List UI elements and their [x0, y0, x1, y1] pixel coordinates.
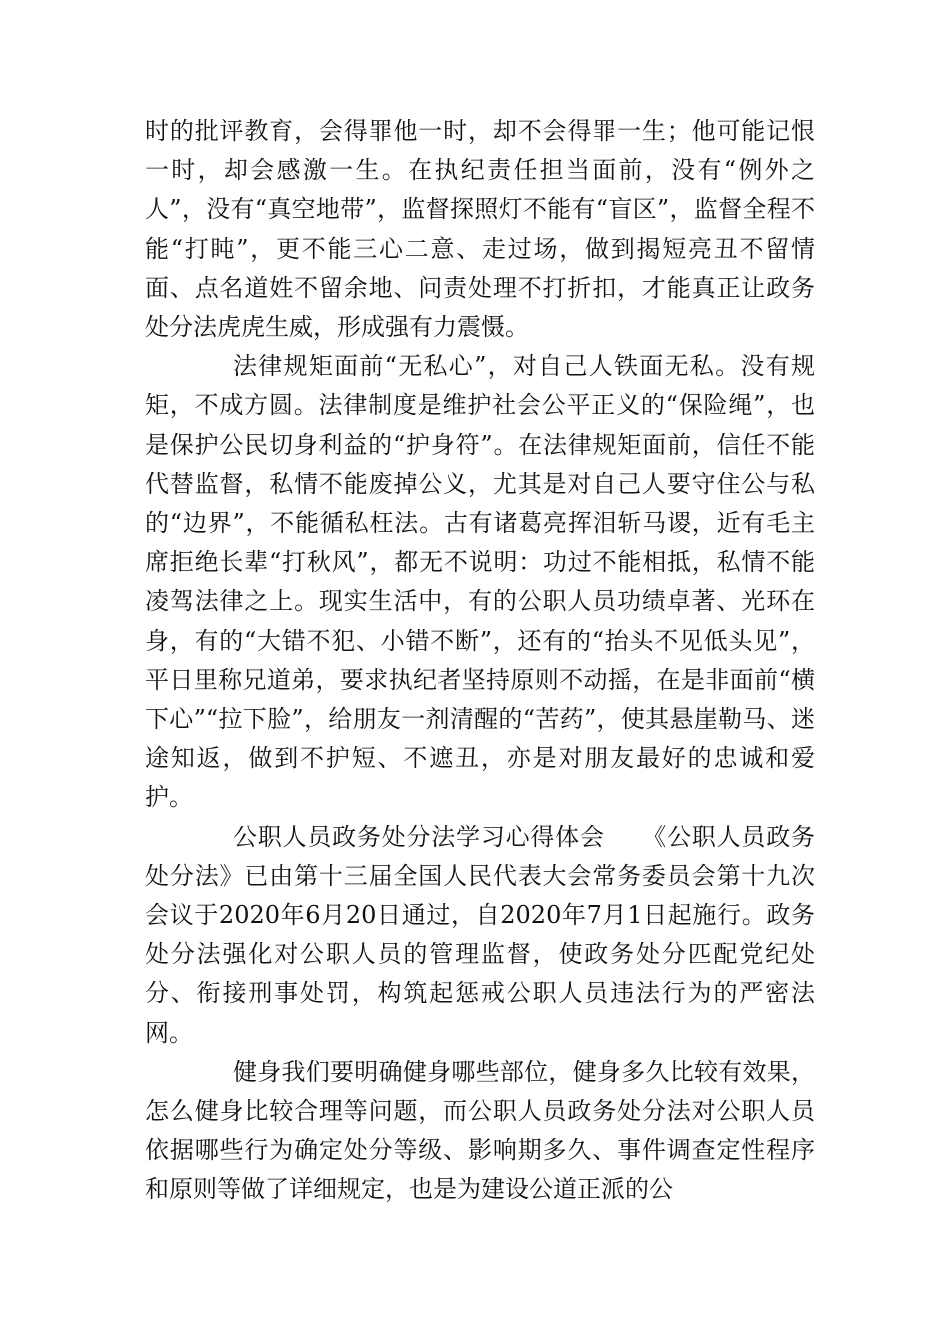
document-body — [145, 112, 815, 1210]
paragraph-4: 健身我们要明确健身哪些部位，健身多久比较有效果，怎么健身比较合理等问题，而公职人员政务处分法对公职人员依据哪些行为确定处分等级、影响期多久、事件调查定性程序和原则等做了详细规定，也是为建设公道正派的公 — [145, 1057, 815, 1204]
paragraph-3: 公职人员政务处分法学习心得体会 《公职人员政务处分法》已由第十三届全国人民代表大会常务委员会第十九次会议于2020年6月20日通过，自2020年7月1日起施行。政务处分法强化对公职人员的管理监督，使政务处分匹配党纪处分、衔接刑事处罚，构筑起惩戒公职人员违法行为的严密法网。 — [145, 822, 815, 1047]
paragraph-1: 时的批评教育，会得罪他一时，却不会得罪一生；他可能记恨一时，却会感激一生。在执纪责任担当面前，没有“例外之人”，没有“真空地带”，监督探照灯不能有“盲区”，监督全程不能“打盹”，更不能三心二意、走过场，做到揭短亮丑不留情面、点名道姓不留余地、问责处理不打折扣，才能真正让政务处分法虎虎生威，形成强有力震慑。 — [145, 117, 815, 342]
paragraph-2: 法律规矩面前“无私心”，对自己人铁面无私。没有规矩，不成方圆。法律制度是维护社会公平正义的“保险绳”，也是保护公民切身利益的“护身符”。在法律规矩面前，信任不能代替监督，私情不能废掉公义，尤其是对自己人要守住公与私的“边界”，不能循私枉法。古有诸葛亮挥泪斩马谡，近有毛主席拒绝长辈“打秋风”，都无不说明：功过不能相抵，私情不能凌驾法律之上。现实生活中，有的公职人员功绩卓著、光环在身，有的“大错不犯、小错不断”，还有的“抬头不见低头见”，平日里称兄道弟，要求执纪者坚持原则不动摇，在是非面前“横下心”“拉下脸”，给朋友一剂清醒的“苦药”，使其悬崖勒马、迷途知返，做到不护短、不遮丑，亦是对朋友最好的忠诚和爱护。 — [145, 352, 815, 812]
